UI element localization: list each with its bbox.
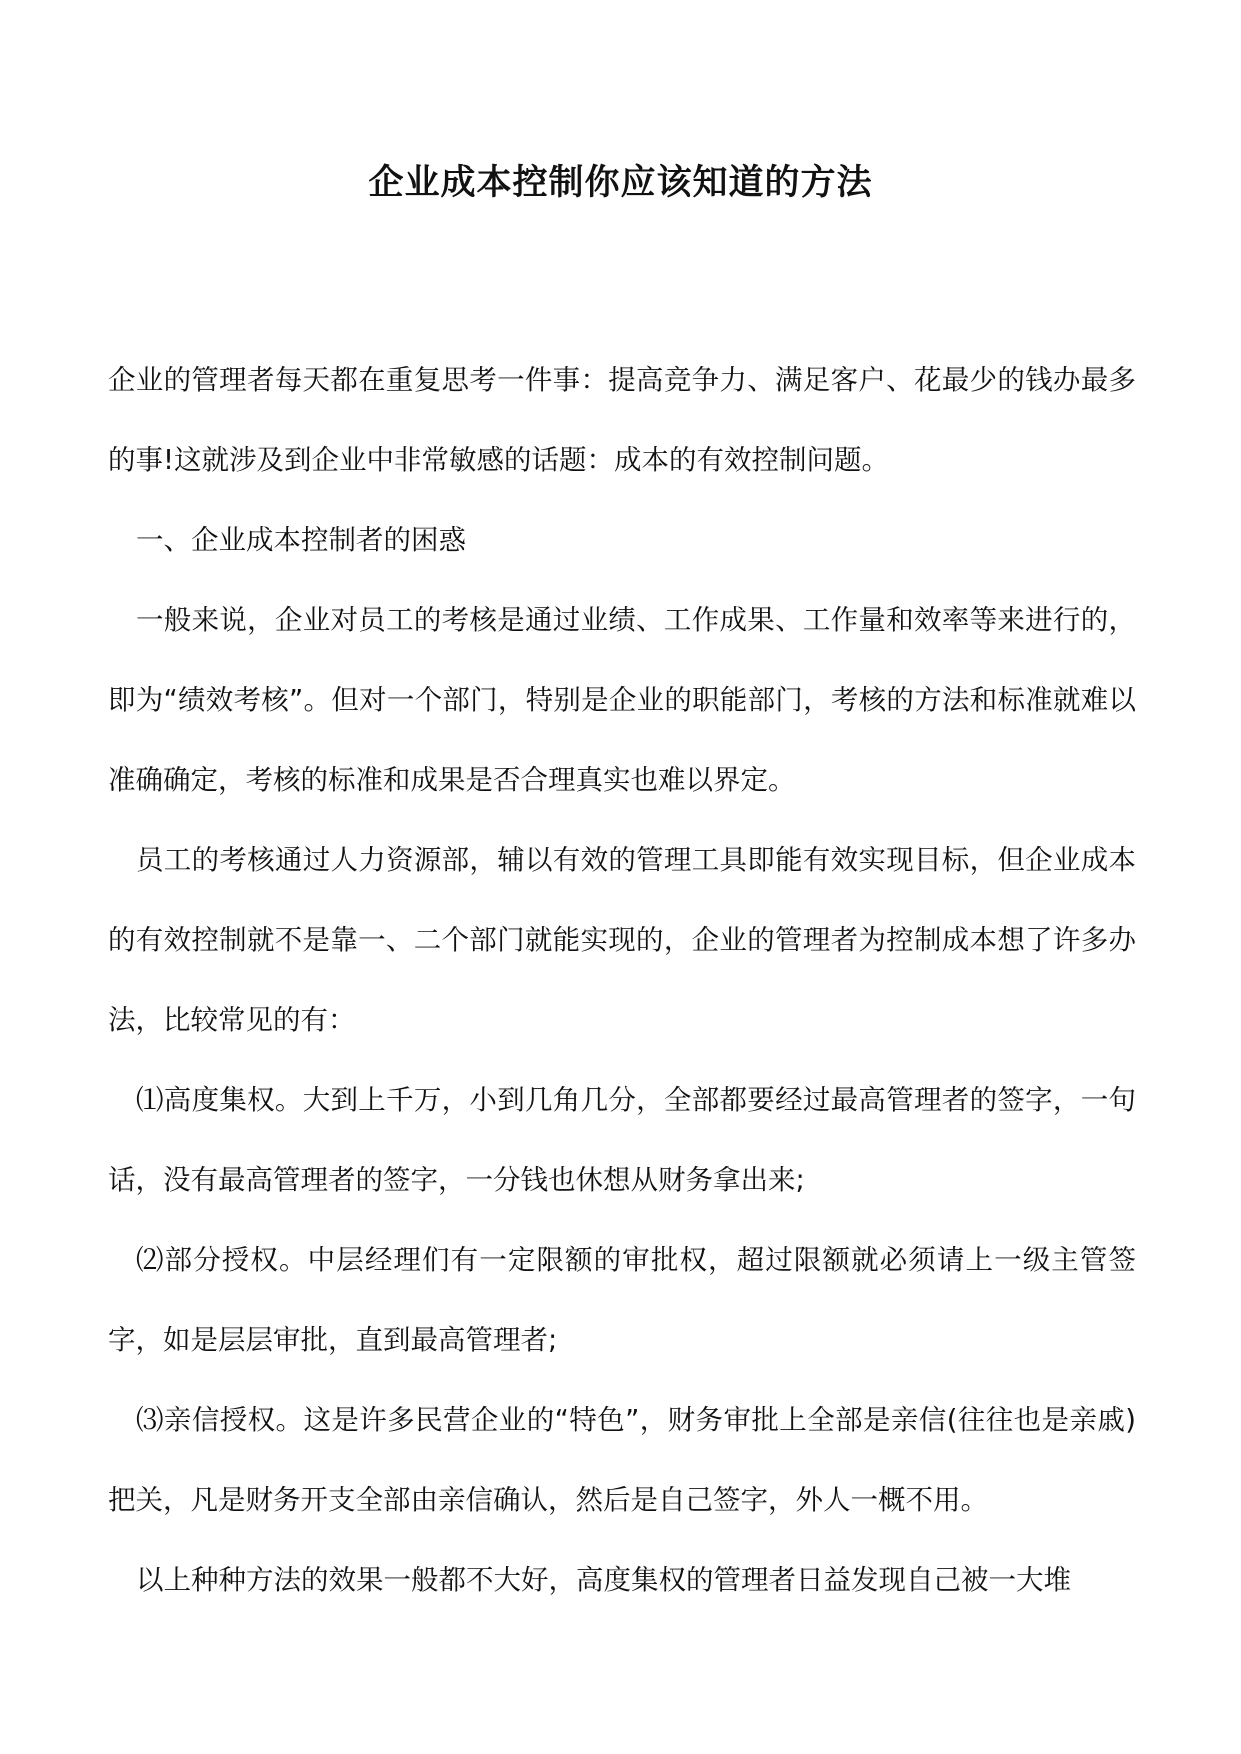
section-heading: 一、企业成本控制者的困惑 <box>136 524 466 556</box>
list-item: ⑵部分授权。中层经理们有一定限额的审批权，超过限额就必须请上一级主管签字，如是层层审批，直到最高管理者; <box>108 1244 1136 1356</box>
document-title: 企业成本控制你应该知道的方法 <box>368 162 873 203</box>
list-item: ⑴高度集权。大到上千万，小到几角几分，全部都要经过最高管理者的签字，一句话，没有最高管理者的签字，一分钱也休想从财务拿出来; <box>108 1084 1136 1196</box>
paragraph: 以上种种方法的效果一般都不大好，高度集权的管理者日益发现自己被一大堆 <box>136 1564 1071 1596</box>
paragraph: 一般来说，企业对员工的考核是通过业绩、工作成果、工作量和效率等来进行的，即为“绩效考核”。但对一个部门，特别是企业的职能部门，考核的方法和标准就难以准确确定，考核的标准和成果是否合理真实也难以界定。 <box>108 604 1136 796</box>
list-item: ⑶亲信授权。这是许多民营企业的“特色”，财务审批上全部是亲信(往往也是亲戚)把关，凡是财务开支全部由亲信确认，然后是自己签字，外人一概不用。 <box>108 1404 1136 1516</box>
paragraph: 员工的考核通过人力资源部，辅以有效的管理工具即能有效实现目标，但企业成本的有效控制就不是靠一、二个部门就能实现的，企业的管理者为控制成本想了许多办法，比较常见的有： <box>108 844 1136 1036</box>
document-body <box>108 340 1136 1620</box>
paragraph-intro: 企业的管理者每天都在重复思考一件事：提高竞争力、满足客户、花最少的钱办最多的事!这就涉及到企业中非常敏感的话题：成本的有效控制问题。 <box>108 364 1136 476</box>
